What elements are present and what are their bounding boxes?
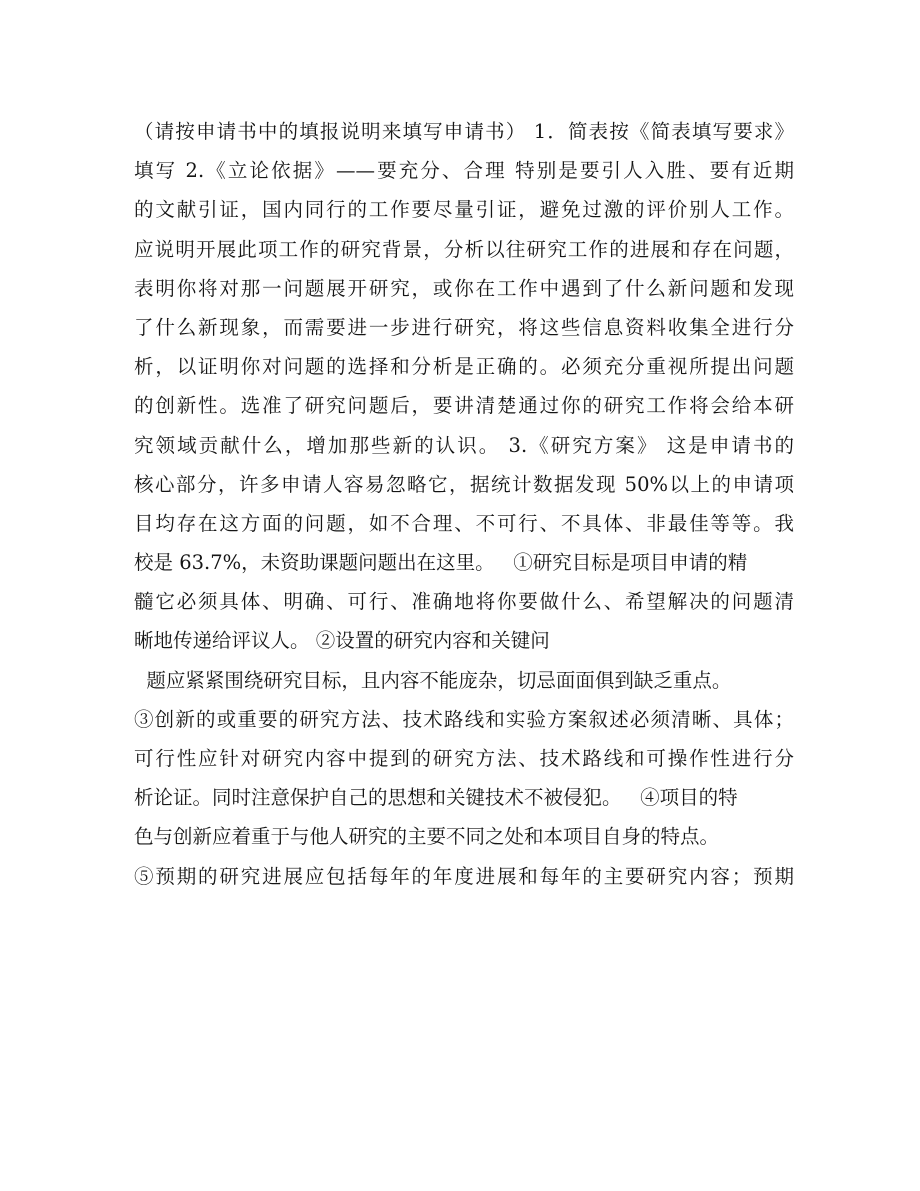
text-line: 应说明开展此项工作的研究背景，分析以往研究工作的进展和存在问题， — [134, 237, 794, 261]
text-line: 目均存在这方面的问题，如不合理、不可行、不具体、非最佳等等。我 — [134, 511, 794, 535]
text-line: ③创新的或重要的研究方法、技术路线和实验方案叙述必须清晰、具体； — [134, 707, 794, 731]
text-line: 晰地传递给评议人。 ②设置的研究内容和关键问 — [134, 629, 550, 653]
text-line: 题应紧紧围绕研究目标，且内容不能庞杂，切忌面面俱到缺乏重点。 — [134, 668, 732, 692]
text-line: 核心部分，许多申请人容易忽略它，据统计数据发现 50%以上的申请项 — [134, 472, 794, 496]
text-line: 填写 2.《立论依据》——要充分、合理 特别是要引人入胜、要有近期 — [134, 159, 794, 183]
text-line: ⑤预期的研究进展应包括每年的年度进展和每年的主要研究内容；预期 — [134, 864, 794, 888]
text-line: 可行性应针对研究内容中提到的研究方法、技术路线和可操作性进行分 — [134, 747, 794, 770]
text-line: 了什么新现象，而需要进一步进行研究，将这些信息资料收集全进行分 — [134, 315, 794, 339]
text-line: 校是 63.7%，未资助课题问题出在这里。 ①研究目标是项目申请的精 — [134, 551, 748, 575]
text-line: 究领域贡献什么，增加那些新的认识。 3.《研究方案》 这是申请书的 — [134, 433, 794, 457]
text-line: 的文献引证，国内同行的工作要尽量引证，避免过激的评价别人工作。 — [134, 198, 794, 222]
body-text — [134, 112, 794, 896]
text-line: 析论证。同时注意保护自己的思想和关键技术不被侵犯。 ④项目的特 — [134, 786, 738, 810]
text-line: 髓它必须具体、明确、可行、准确地将你要做什么、希望解决的问题清 — [134, 590, 794, 614]
text-line: 的创新性。选准了研究问题后，要讲清楚通过你的研究工作将会给本研 — [134, 394, 794, 418]
text-line: 表明你将对那一问题展开研究，或你在工作中遇到了什么新问题和发现 — [134, 276, 794, 300]
text-line: 析，以证明你对问题的选择和分析是正确的。必须充分重视所提出问题 — [134, 355, 794, 379]
text-line: 色与创新应着重于与他人研究的主要不同之处和本项目自身的特点。 — [134, 825, 720, 849]
text-line: （请按申请书中的填报说明来填写申请书） 1．简表按《简表填写要求》 — [134, 120, 794, 143]
